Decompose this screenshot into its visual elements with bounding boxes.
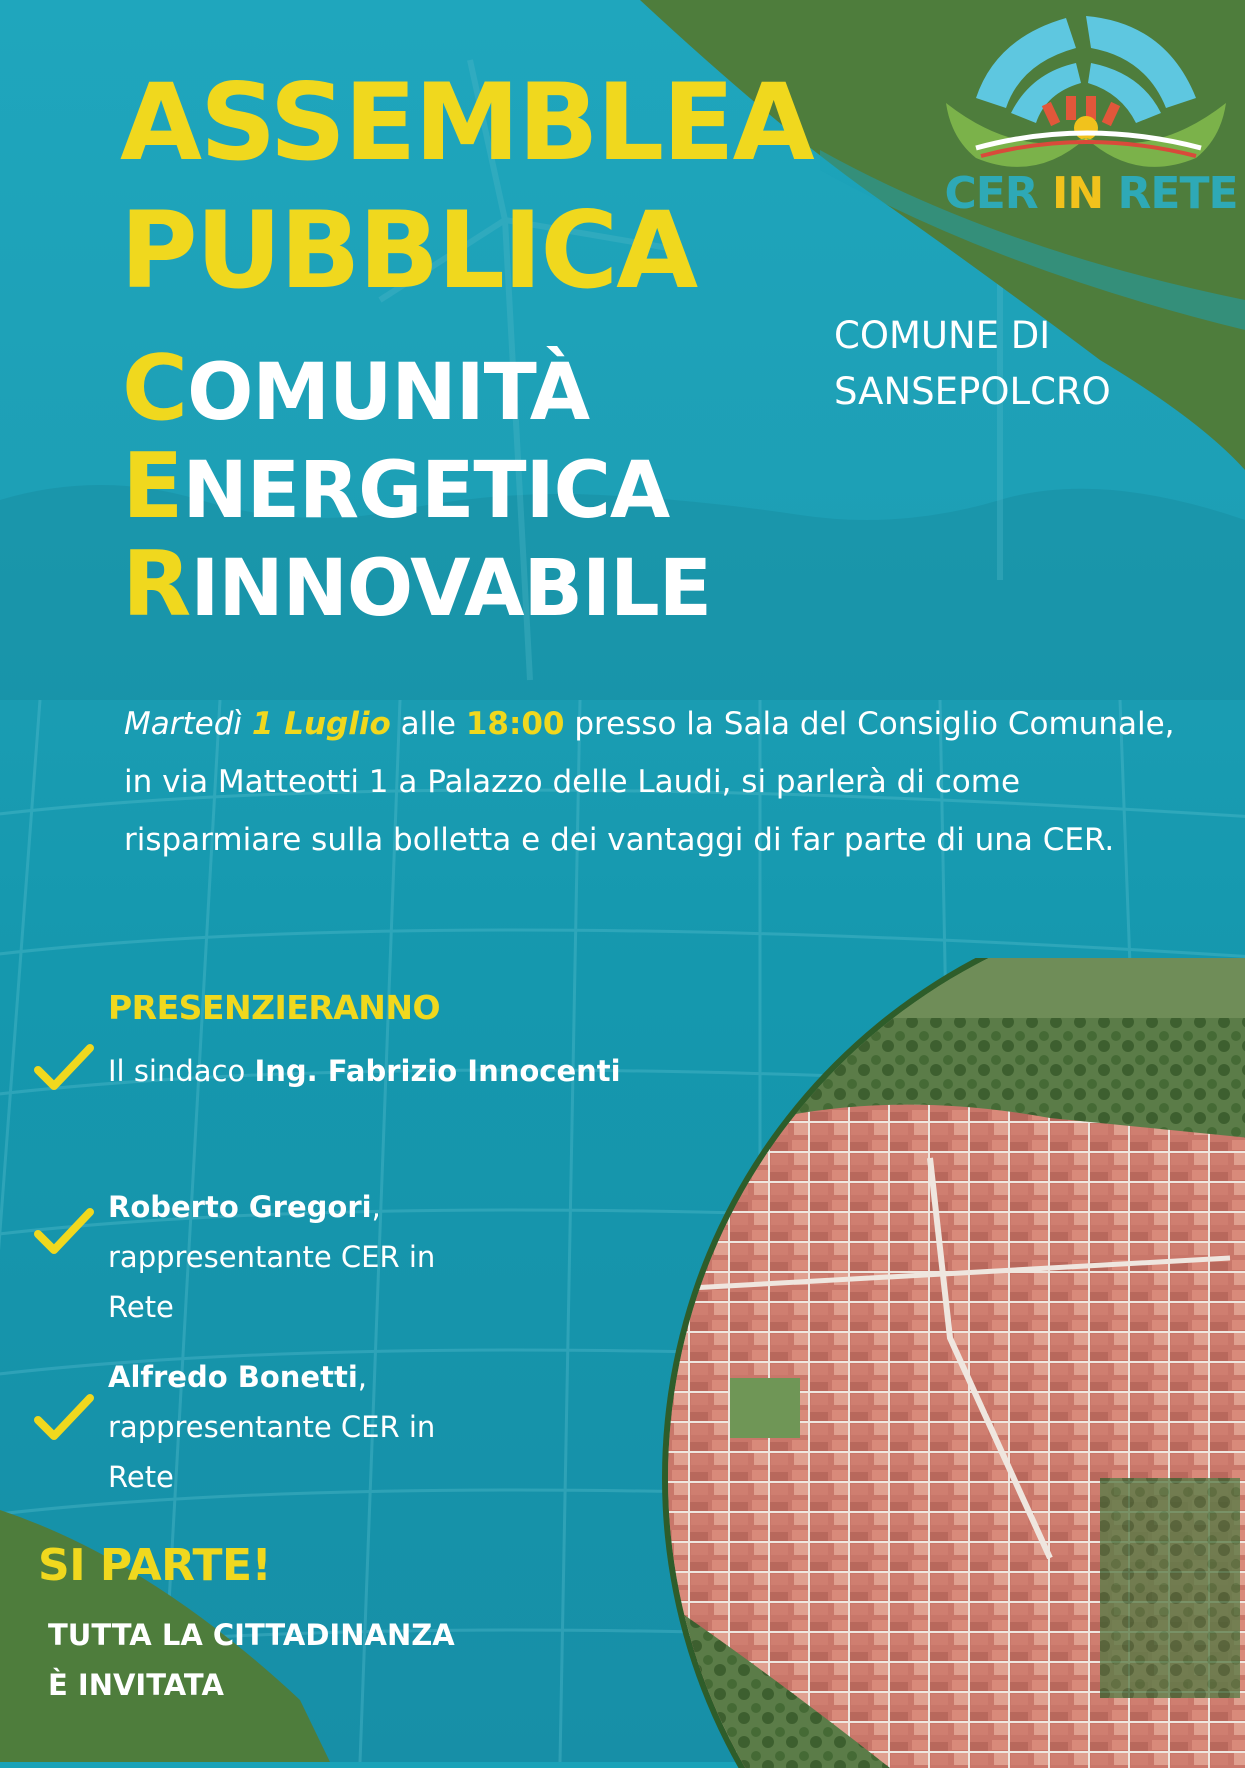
speakers-heading: PRESENZIERANNO (108, 988, 441, 1027)
event-day: Martedì (124, 706, 243, 742)
speaker-prefix: Il sindaco (108, 1054, 255, 1088)
comune-label (834, 308, 1111, 420)
acronym-rest: OMUNITÀ (187, 348, 590, 438)
acronym-rest: NERGETICA (182, 446, 670, 536)
comune-line-2: SANSEPOLCRO (834, 370, 1111, 413)
invite-line-2: È INVITATA (48, 1668, 224, 1702)
invite-line-1: TUTTA LA CITTADINANZA (48, 1618, 455, 1652)
event-time: 18:00 (465, 706, 565, 742)
title-line-2: PUBBLICA (120, 189, 697, 312)
speaker-name: Ing. Fabrizio Innocenti (254, 1054, 621, 1088)
sansepolcro-aerial-photo (630, 958, 1245, 1768)
check-icon (34, 1392, 94, 1444)
acronym-initial: C (122, 336, 188, 441)
acronym-line-e (122, 434, 711, 539)
acronym-initial: E (122, 434, 183, 539)
check-icon (34, 1206, 94, 1258)
logo-wordmark (936, 168, 1245, 219)
speaker-1 (108, 1046, 621, 1096)
speaker-role: , rappresentante CER in Rete (108, 1190, 436, 1324)
acronym-line-c (122, 336, 711, 441)
logo-word-rete: RETE (1117, 168, 1238, 219)
event-details: presso la Sala del Consiglio Comunale, in via Matteotti 1 a Palazzo delle Laudi, si parlerà di come risparmiare sulla bolletta e dei vantaggi di far parte di una CER. (124, 706, 1175, 858)
acronym-block (122, 336, 712, 637)
speaker-3 (108, 1352, 488, 1502)
event-description (124, 695, 1204, 869)
speaker-name: Roberto Gregori (108, 1190, 372, 1224)
title-line-1: ASSEMBLEA (120, 61, 813, 184)
logo-word-in: IN (1052, 168, 1104, 219)
speaker-role: , rappresentante CER in Rete (108, 1360, 436, 1494)
main-title (120, 61, 813, 312)
comune-line-1: COMUNE DI (834, 314, 1051, 357)
acronym-line-r (122, 532, 712, 637)
logo-word-cer: CER (944, 168, 1038, 219)
acronym-rest: INNOVABILE (190, 544, 712, 634)
event-date: 1 Luglio (251, 706, 391, 742)
speaker-name: Alfredo Bonetti (108, 1360, 358, 1394)
si-parte-label: SI PARTE! (38, 1540, 272, 1591)
acronym-initial: R (122, 532, 191, 637)
check-icon (34, 1042, 94, 1094)
speaker-2 (108, 1182, 488, 1332)
event-mid: alle (400, 706, 456, 742)
invitation (48, 1610, 455, 1710)
